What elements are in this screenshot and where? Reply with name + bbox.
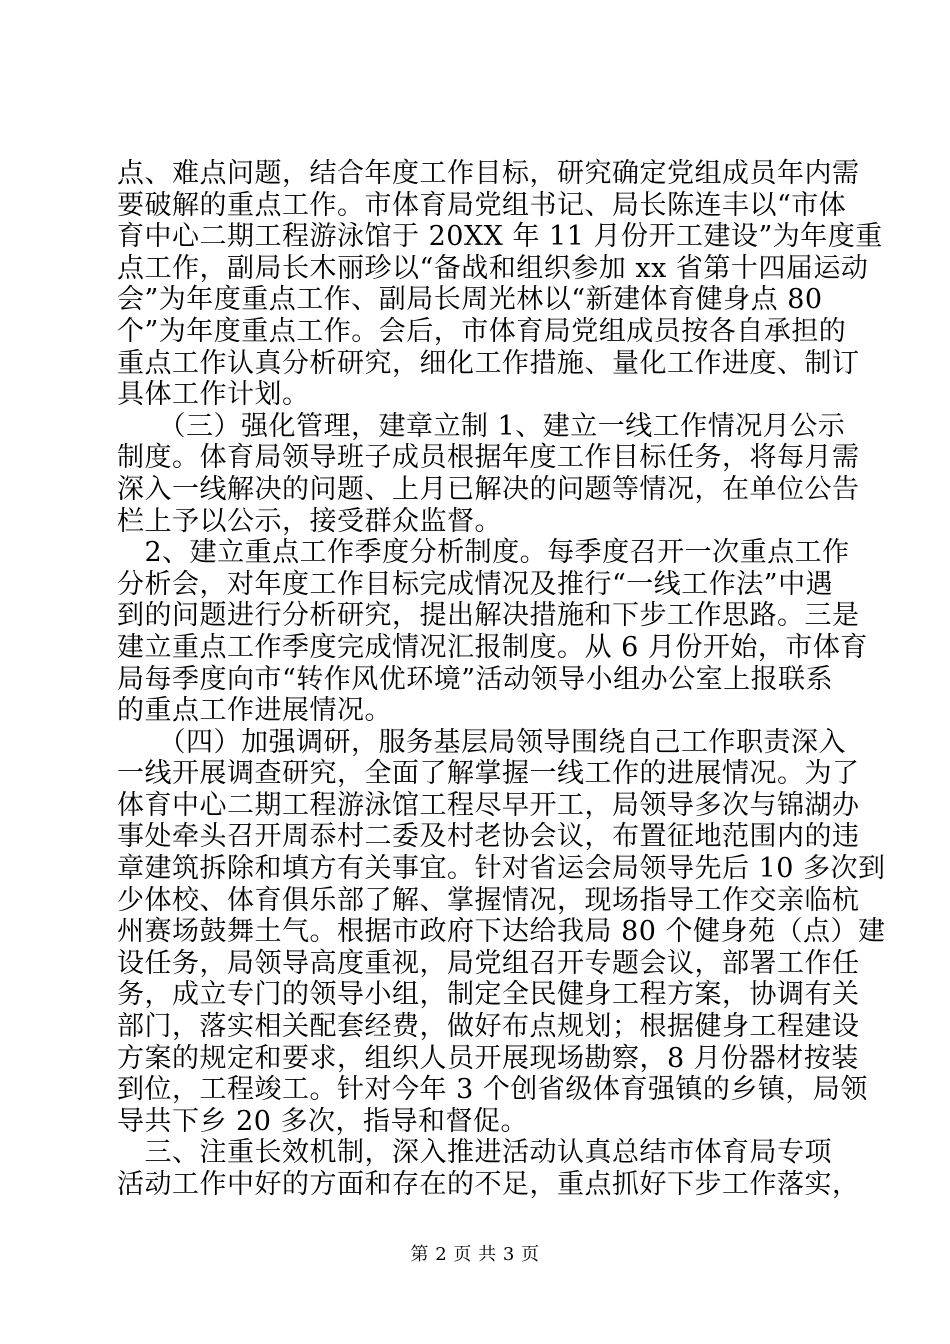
text-line: 一线开展调查研究，全面了解掌握一线工作的进展情况。为了	[117, 758, 860, 790]
text-line: 到的问题进行分析研究，提出解决措施和下步工作思路。三是	[117, 600, 860, 632]
text-line: 要破解的重点工作。市体育局党组书记、局长陈连丰以“市体	[117, 189, 847, 221]
text-line: 三、注重长效机制，深入推进活动认真总结市体育局专项	[117, 1137, 832, 1169]
text-line: 少体校、体育俱乐部了解、掌握情况，现场指导工作交亲临杭	[117, 884, 860, 916]
text-line: 栏上予以公示，接受群众监督。	[117, 505, 502, 537]
text-line: 州赛场鼓舞土气。根据市政府下达给我局 80 个健身苑（点）建	[117, 916, 886, 948]
text-line: 章建筑拆除和填方有关事宜。针对省运会局领导先后 10 多次到	[117, 853, 886, 885]
text-line: 活动工作中好的方面和存在的不足，重点抓好下步工作落实，	[117, 1169, 860, 1200]
page-number-footer: 第 2 页 共 3 页	[410, 1244, 540, 1265]
text-line: 事处牵头召开周忝村二委及村老协会议，布置征地范围内的违	[117, 821, 860, 853]
text-line: 重点工作认真分析研究，细化工作措施、量化工作进度、制订	[117, 347, 860, 379]
text-line: 方案的规定和要求，组织人员开展现场勘察，8 月份器材按装	[117, 1042, 859, 1074]
text-line: 部门，落实相关配套经费，做好布点规划；根据健身工程建设	[117, 1011, 860, 1043]
text-line: 制度。体育局领导班子成员根据年度工作目标任务，将每月需	[117, 442, 860, 474]
text-line: 设任务，局领导高度重视，局党组召开专题会议，部署工作任	[117, 947, 860, 979]
text-line: 个”为年度重点工作。会后，市体育局党组成员按各自承担的	[117, 315, 847, 347]
text-line: 育中心二期工程游泳馆于 20XX 年 11 月份开工建设”为年度重	[117, 221, 883, 253]
text-line: （三）强化管理，建章立制 1、建立一线工作情况月公示	[117, 410, 846, 442]
text-line: 点工作，副局长木丽珍以“备战和组织参加 xx 省第十四届运动	[117, 252, 869, 284]
text-line: 深入一线解决的问题、上月已解决的问题等情况，在单位公告	[117, 473, 860, 505]
text-line: 点、难点问题，结合年度工作目标，研究确定党组成员年内需	[117, 158, 860, 189]
document-body	[117, 158, 886, 1201]
text-line: 体育中心二期工程游泳馆工程尽早开工，局领导多次与锦湖办	[117, 789, 860, 821]
text-line: 局每季度向市“转作风优环境”活动领导小组办公室上报联系	[117, 663, 834, 695]
text-line: （四）加强调研，服务基层局领导围绕自己工作职责深入	[117, 726, 846, 758]
text-line: 会”为年度重点工作、副局长周光林以“新建体育健身点 80	[117, 284, 823, 316]
text-line: 2、建立重点工作季度分析制度。每季度召开一次重点工作	[117, 537, 850, 569]
text-line: 分析会，对年度工作目标完成情况及推行“一线工作法”中遇	[117, 568, 834, 600]
text-line: 到位，工程竣工。针对今年 3 个创省级体育强镇的乡镇，局领	[117, 1074, 868, 1106]
text-line: 务，成立专门的领导小组，制定全民健身工程方案，协调有关	[117, 979, 860, 1011]
text-line: 的重点工作进展情况。	[117, 695, 392, 727]
text-line: 具体工作计划。	[117, 379, 310, 411]
text-line: 建立重点工作季度完成情况汇报制度。从 6 月份开始，市体育	[117, 631, 868, 663]
text-line: 导共下乡 20 多次，指导和督促。	[117, 1105, 529, 1137]
